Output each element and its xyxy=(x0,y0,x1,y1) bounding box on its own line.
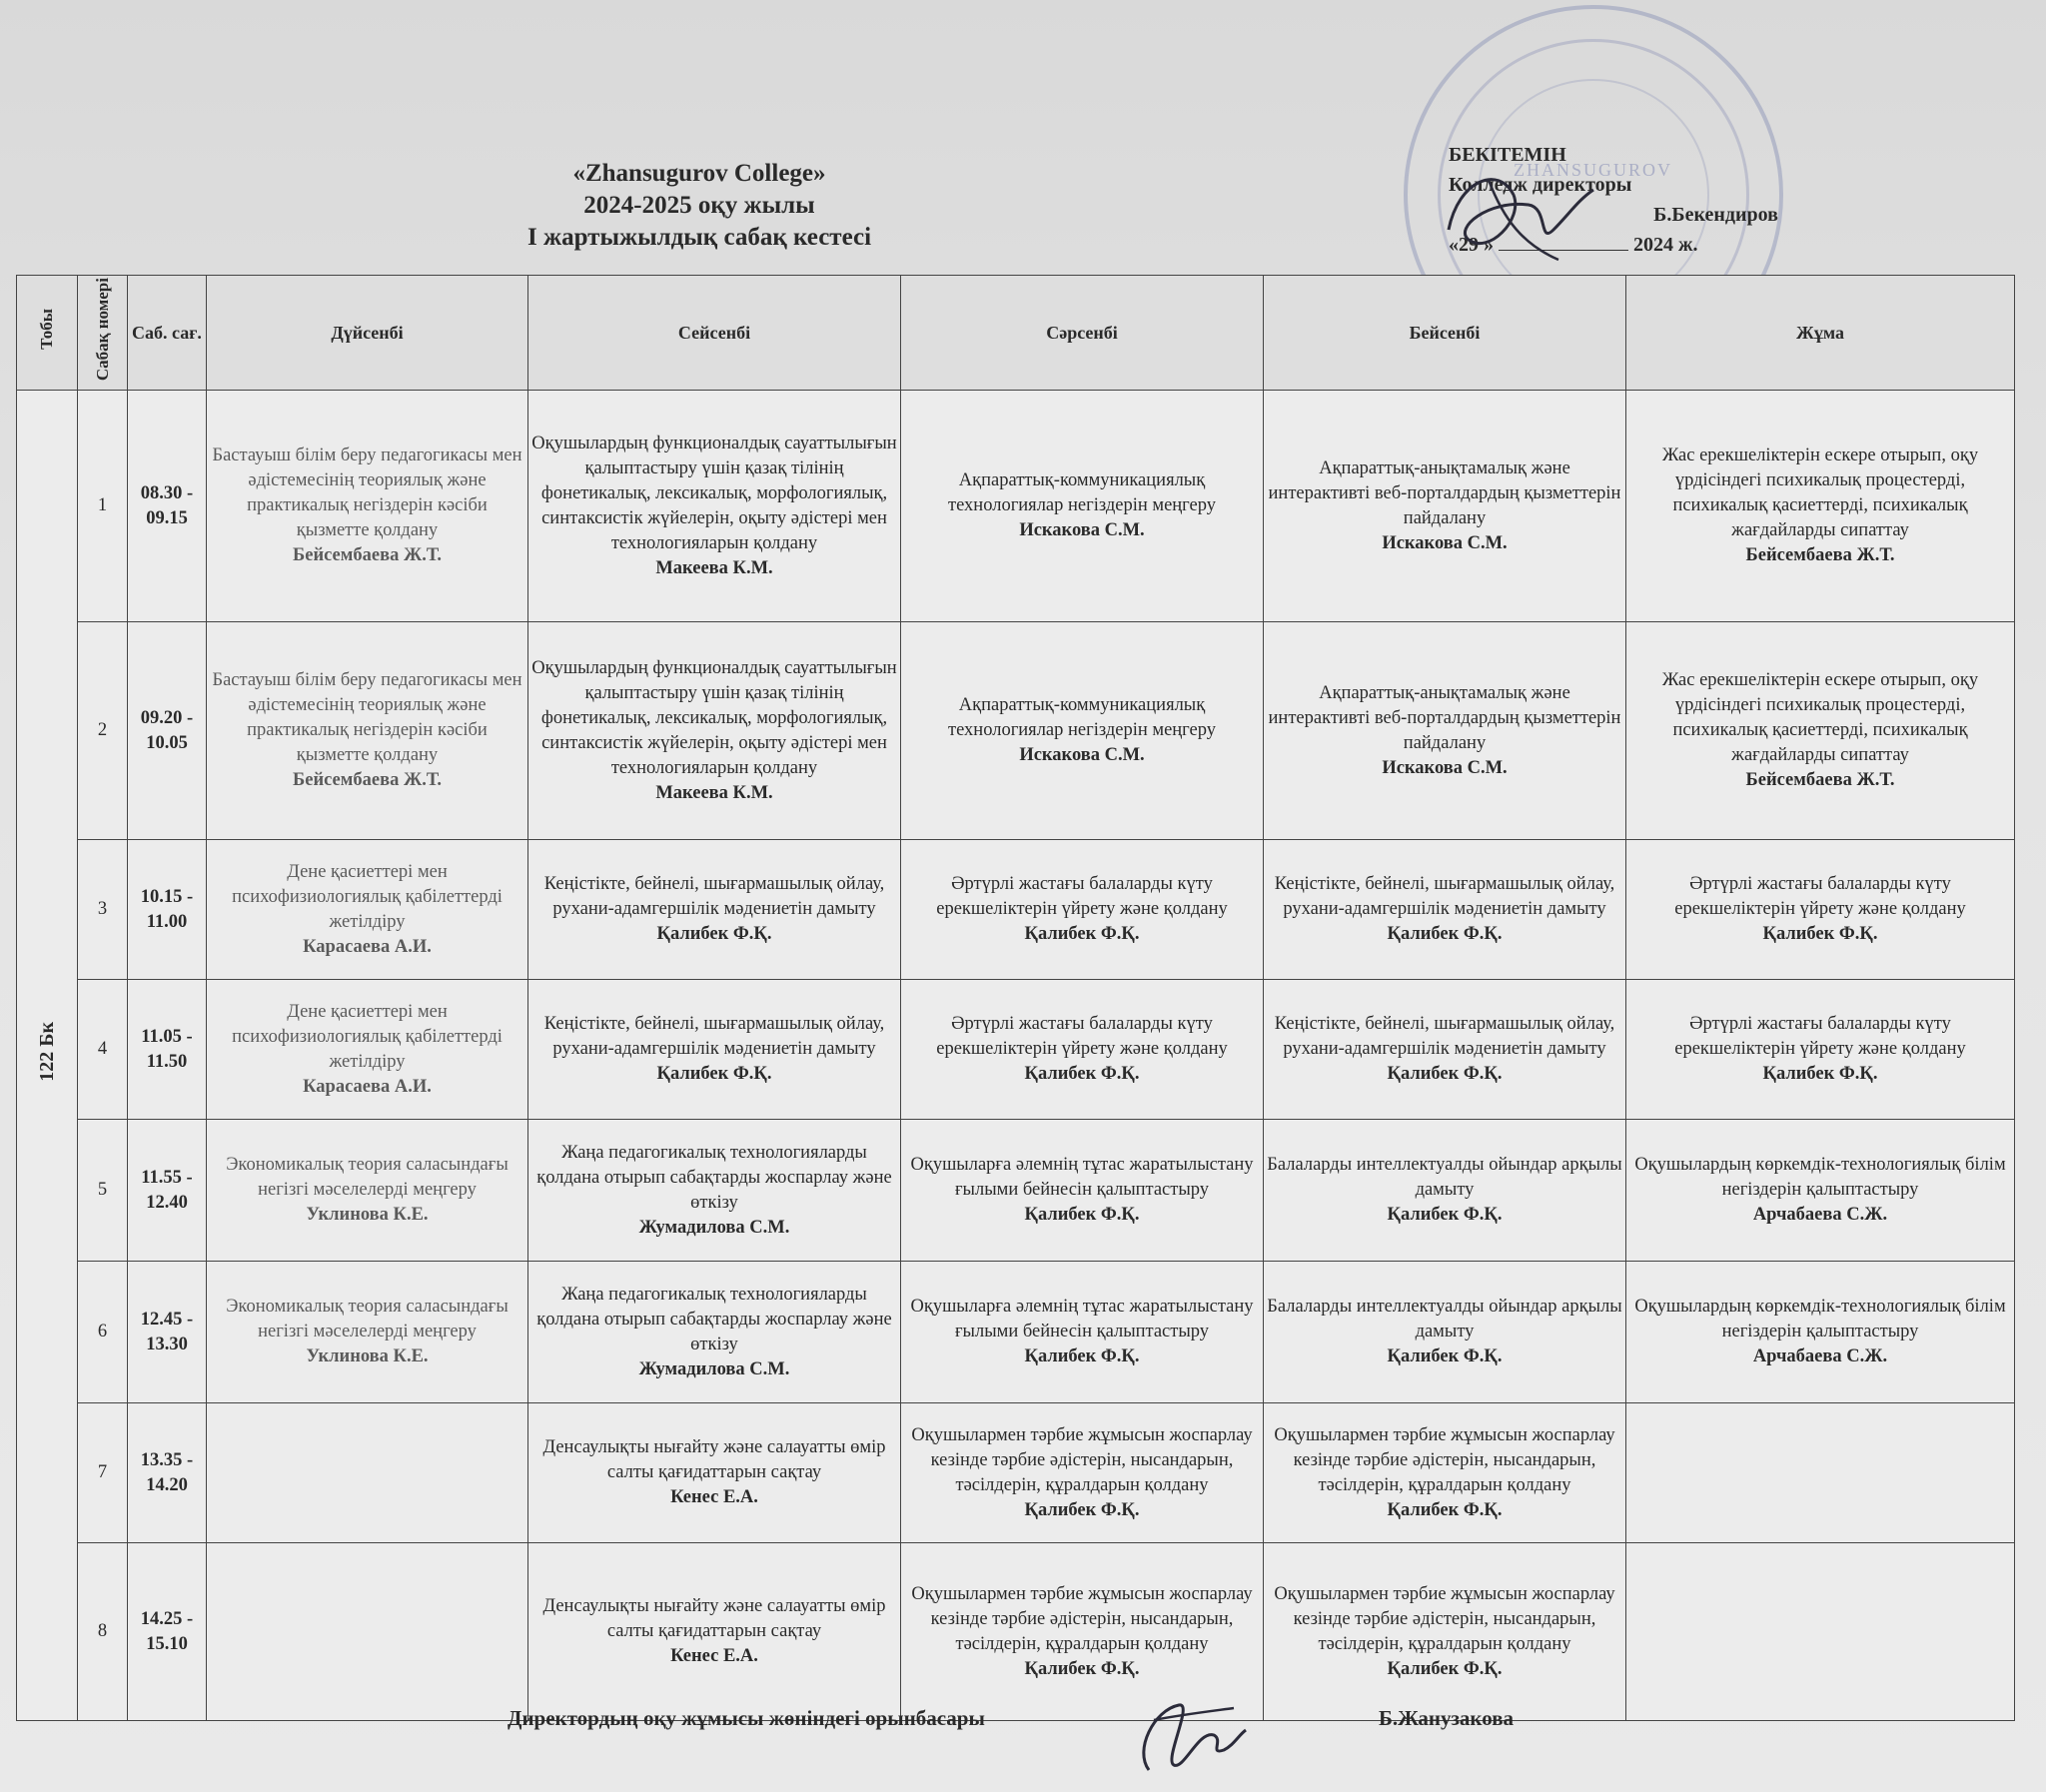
schedule-cell xyxy=(901,1403,1264,1543)
subject-text: Оқушылармен тәрбие жұмысын жоспарлау кезінде тәрбие әдістерін, нысандарын, тәсілдерін, құралдарын қолдану xyxy=(911,1583,1253,1654)
subject-text: Әртүрлі жастағы балаларды күту ерекшеліктерін үйрету және қолдану xyxy=(1674,874,1966,920)
lesson-time: 09.20 - 10.05 xyxy=(128,622,207,840)
lesson-number: 5 xyxy=(78,1120,128,1262)
teacher-name: Қалибек Ф.Қ. xyxy=(1024,1499,1140,1520)
subject-text: Жас ерекшеліктерін ескере отырып, оқу үрдісіндегі психикалық процестерді, психикалық қасиеттерді, психикалық жағдайларды сипаттау xyxy=(1661,670,1979,766)
schedule-cell xyxy=(901,1120,1264,1262)
teacher-name: Карасаева А.И. xyxy=(303,1076,432,1097)
schedule-cell xyxy=(901,1262,1264,1403)
subject-text: Әртүрлі жастағы балаларды күту ерекшеліктерін үйрету және қолдану xyxy=(936,1014,1228,1060)
teacher-name: Бейсембаева Ж.Т. xyxy=(293,770,442,791)
lesson-number: 6 xyxy=(78,1262,128,1403)
teacher-name: Карасаева А.И. xyxy=(303,936,432,957)
subject-text: Жаңа педагогикалық технологияларды қолдана отырып сабақтарды жоспарлау және өткізу xyxy=(536,1284,892,1354)
teacher-name: Искакова С.М. xyxy=(1382,532,1508,553)
teacher-name: Бейсембаева Ж.Т. xyxy=(1745,770,1895,791)
schedule-cell xyxy=(901,622,1264,840)
approval-name: Б.Бекендиров xyxy=(1653,204,1778,226)
subject-text: Ақпараттық-коммуникациялық технологиялар негіздерін меңгеру xyxy=(948,470,1216,516)
subject-text: Кеңістікте, бейнелі, шығармашылық ойлау, рухани-адамгершілік мәдениетін дамыту xyxy=(1274,874,1615,920)
schedule-cell xyxy=(1264,1120,1626,1262)
subject-text: Оқушылардың көркемдік-технологиялық білім негіздерін қалыптастыру xyxy=(1634,1297,2006,1343)
schedule-cell xyxy=(207,391,528,622)
teacher-name: Қалибек Ф.Қ. xyxy=(1387,1064,1503,1085)
header-hours: Саб. сағ. xyxy=(128,276,207,391)
table-row xyxy=(17,1120,2015,1262)
schedule-cell xyxy=(207,622,528,840)
subject-text: Ақпараттық-коммуникациялық технологиялар негіздерін меңгеру xyxy=(948,695,1216,741)
document-header xyxy=(400,158,999,254)
subject-text: Дене қасиеттері мен психофизиологиялық қабілеттерді жетілдіру xyxy=(232,1001,503,1072)
subject-text: Оқушылардың функционалдық сауаттылығын қалыптастыру үшін қазақ тілінің фонетикалық, лексикалық, морфологиялық, синтаксистік жүйелерін, оқыту әдістері мен технологияларын қолдану xyxy=(531,433,897,553)
teacher-name: Искакова С.М. xyxy=(1019,745,1145,766)
schedule-cell xyxy=(1626,1262,2015,1403)
schedule-cell xyxy=(1626,840,2015,980)
teacher-name: Кенес Е.А. xyxy=(670,1646,758,1667)
lesson-time: 10.15 - 11.00 xyxy=(128,840,207,980)
subject-text: Оқушылармен тәрбие жұмысын жоспарлау кезінде тәрбие әдістерін, нысандарын, тәсілдерін, құралдарын қолдану xyxy=(1274,1424,1615,1495)
stamp-text: ZHANSUGUROV xyxy=(1514,160,1673,180)
teacher-name: Жумадилова С.М. xyxy=(638,1358,790,1379)
subject-text: Кеңістікте, бейнелі, шығармашылық ойлау, рухани-адамгершілік мәдениетін дамыту xyxy=(543,874,885,920)
footer-position: Директордың оқу жұмысы жөніндегі орынбасары xyxy=(508,1706,985,1730)
table-row xyxy=(17,840,2015,980)
approval-date-year: 2024 ж. xyxy=(1633,234,1698,256)
header-thursday: Бейсенбі xyxy=(1264,276,1626,391)
document-title: І жартыжылдық сабақ кестесі xyxy=(526,224,872,251)
schedule-cell xyxy=(528,391,901,622)
teacher-name: Қалибек Ф.Қ. xyxy=(1387,1499,1503,1520)
subject-text: Оқушыларға әлемнің тұтас жаратылыстану ғылыми бейнесін қалыптастыру xyxy=(910,1155,1254,1201)
teacher-name: Қалибек Ф.Қ. xyxy=(656,1064,772,1085)
teacher-name: Қалибек Ф.Қ. xyxy=(1387,1658,1503,1679)
approval-word: БЕКІТЕМІН xyxy=(1449,144,1566,166)
subject-text: Жас ерекшеліктерін ескере отырып, оқу үрдісіндегі психикалық процестерді, психикалық қасиеттерді, психикалық жағдайларды сипаттау xyxy=(1661,446,1979,541)
lesson-time: 11.55 - 12.40 xyxy=(128,1120,207,1262)
lesson-time: 14.25 - 15.10 xyxy=(128,1543,207,1721)
subject-text: Экономикалық теория саласындағы негізгі мәселелерді меңгеру xyxy=(226,1297,509,1343)
header-row xyxy=(17,276,2015,391)
teacher-name: Бейсембаева Ж.Т. xyxy=(1745,545,1895,566)
teacher-name: Қалибек Ф.Қ. xyxy=(1024,924,1140,945)
schedule-cell xyxy=(1626,980,2015,1120)
schedule-cell xyxy=(901,980,1264,1120)
schedule-cell xyxy=(1626,1120,2015,1262)
teacher-name: Қалибек Ф.Қ. xyxy=(1024,1205,1140,1226)
subject-text: Әртүрлі жастағы балаларды күту ерекшеліктерін үйрету және қолдану xyxy=(1674,1014,1966,1060)
subject-text: Оқушылармен тәрбие жұмысын жоспарлау кезінде тәрбие әдістерін, нысандарын, тәсілдерін, құралдарын қолдану xyxy=(1274,1583,1615,1654)
header-monday: Дүйсенбі xyxy=(207,276,528,391)
teacher-name: Қалибек Ф.Қ. xyxy=(1024,1658,1140,1679)
teacher-name: Қалибек Ф.Қ. xyxy=(1387,1205,1503,1226)
teacher-name: Қалибек Ф.Қ. xyxy=(1387,924,1503,945)
teacher-name: Қалибек Ф.Қ. xyxy=(1024,1064,1140,1085)
table-row xyxy=(17,391,2015,622)
schedule-cell xyxy=(528,980,901,1120)
lesson-number: 2 xyxy=(78,622,128,840)
subject-text: Денсаулықты нығайту және салауатты өмір салты қағидаттарын сақтау xyxy=(542,1596,886,1642)
teacher-name: Бейсембаева Ж.Т. xyxy=(293,545,442,566)
schedule-cell xyxy=(1264,1262,1626,1403)
teacher-name: Қалибек Ф.Қ. xyxy=(1387,1346,1503,1367)
subject-text: Бастауыш білім беру педагогикасы мен әдістемесінің теориялық және практикалық негіздерін кәсіби қызметте қолдану xyxy=(212,446,522,541)
subject-text: Балаларды интеллектуалды ойындар арқылы дамыту xyxy=(1267,1297,1622,1343)
teacher-name: Қалибек Ф.Қ. xyxy=(656,924,772,945)
lesson-time: 13.35 - 14.20 xyxy=(128,1403,207,1543)
subject-text: Балаларды интеллектуалды ойындар арқылы дамыту xyxy=(1267,1155,1622,1201)
table-row xyxy=(17,1403,2015,1543)
lesson-number: 4 xyxy=(78,980,128,1120)
subject-text: Жаңа педагогикалық технологияларды қолдана отырып сабақтарды жоспарлау және өткізу xyxy=(536,1142,892,1213)
subject-text: Бастауыш білім беру педагогикасы мен әдістемесінің теориялық және практикалық негіздерін кәсіби қызметте қолдану xyxy=(212,670,522,766)
schedule-cell xyxy=(1264,391,1626,622)
schedule-cell xyxy=(1264,1543,1626,1721)
schedule-cell xyxy=(207,1403,528,1543)
schedule-cell xyxy=(901,391,1264,622)
schedule-cell xyxy=(1264,622,1626,840)
teacher-name: Искакова С.М. xyxy=(1019,520,1145,541)
schedule-cell xyxy=(528,1262,901,1403)
teacher-name: Кенес Е.А. xyxy=(670,1487,758,1508)
lesson-number: 8 xyxy=(78,1543,128,1721)
subject-text: Оқушылардың көркемдік-технологиялық білім негіздерін қалыптастыру xyxy=(1634,1155,2006,1201)
table-row xyxy=(17,1262,2015,1403)
footer-name: Б.Жанузакова xyxy=(1379,1706,1515,1730)
teacher-name: Уклинова К.Е. xyxy=(306,1346,429,1367)
teacher-name: Жумадилова С.М. xyxy=(638,1217,790,1238)
schedule-cell xyxy=(207,1543,528,1721)
schedule-cell xyxy=(1626,1403,2015,1543)
group-cell: 122 Бк xyxy=(17,391,78,1721)
schedule-cell xyxy=(1264,1403,1626,1543)
teacher-name: Уклинова К.Е. xyxy=(306,1205,429,1226)
schedule-cell xyxy=(528,1403,901,1543)
lesson-number: 7 xyxy=(78,1403,128,1543)
subject-text: Кеңістікте, бейнелі, шығармашылық ойлау, рухани-адамгершілік мәдениетін дамыту xyxy=(1274,1014,1615,1060)
schedule-cell xyxy=(207,1120,528,1262)
approval-date-day: «29 » xyxy=(1449,234,1494,256)
schedule-cell xyxy=(1626,622,2015,840)
schedule-cell xyxy=(207,840,528,980)
subject-text: Әртүрлі жастағы балаларды күту ерекшеліктерін үйрету және қолдану xyxy=(936,874,1228,920)
subject-text: Оқушыларға әлемнің тұтас жаратылыстану ғылыми бейнесін қалыптастыру xyxy=(910,1297,1254,1343)
subject-text: Ақпараттық-анықтамалық және интерактивті веб-порталдардың қызметтерін пайдалану xyxy=(1268,682,1621,753)
header-tuesday: Сейсенбі xyxy=(528,276,901,391)
table-row xyxy=(17,1543,2015,1721)
header-wednesday: Сәрсенбі xyxy=(901,276,1264,391)
subject-text: Денсаулықты нығайту және салауатты өмір салты қағидаттарын сақтау xyxy=(542,1437,886,1483)
subject-text: Оқушылармен тәрбие жұмысын жоспарлау кезінде тәрбие әдістерін, нысандарын, тәсілдерін, құралдарын қолдану xyxy=(911,1424,1253,1495)
subject-text: Кеңістікте, бейнелі, шығармашылық ойлау, рухани-адамгершілік мәдениетін дамыту xyxy=(543,1014,885,1060)
subject-text: Ақпараттық-анықтамалық және интерактивті веб-порталдардың қызметтерін пайдалану xyxy=(1268,457,1621,528)
schedule-cell xyxy=(1264,840,1626,980)
table-row xyxy=(17,622,2015,840)
table-row xyxy=(17,980,2015,1120)
deputy-signature xyxy=(1124,1690,1254,1780)
schedule-cell xyxy=(528,622,901,840)
teacher-name: Арчабаева С.Ж. xyxy=(1752,1205,1888,1226)
subject-text: Дене қасиеттері мен психофизиологиялық қабілеттерді жетілдіру xyxy=(232,861,503,932)
schedule-cell xyxy=(207,980,528,1120)
lesson-number: 1 xyxy=(78,391,128,622)
lesson-time: 12.45 - 13.30 xyxy=(128,1262,207,1403)
schedule-cell xyxy=(207,1262,528,1403)
schedule-cell xyxy=(528,1120,901,1262)
teacher-name: Искакова С.М. xyxy=(1382,757,1508,778)
teacher-name: Қалибек Ф.Қ. xyxy=(1024,1346,1140,1367)
director-signature xyxy=(1429,160,1618,270)
schedule-cell xyxy=(528,840,901,980)
teacher-name: Қалибек Ф.Қ. xyxy=(1762,1064,1878,1085)
lesson-time: 11.05 - 11.50 xyxy=(128,980,207,1120)
schedule-cell xyxy=(1626,391,2015,622)
schedule-table xyxy=(16,275,2015,1721)
header-friday: Жұма xyxy=(1626,276,2015,391)
college-name: «Zhansugurov College» xyxy=(572,160,826,187)
approval-position: Колледж директоры xyxy=(1449,174,1632,196)
schedule-cell xyxy=(901,840,1264,980)
schedule-cell xyxy=(1264,980,1626,1120)
teacher-name: Макеева К.М. xyxy=(655,557,773,578)
schedule-cell xyxy=(1626,1543,2015,1721)
teacher-name: Макеева К.М. xyxy=(655,782,773,803)
lesson-time: 08.30 - 09.15 xyxy=(128,391,207,622)
schedule-cell xyxy=(528,1543,901,1721)
subject-text: Оқушылардың функционалдық сауаттылығын қалыптастыру үшін қазақ тілінің фонетикалық, лексикалық, морфологиялық, синтаксистік жүйелерін, оқыту әдістері мен технологияларын қолдану xyxy=(531,657,897,778)
teacher-name: Арчабаева С.Ж. xyxy=(1752,1346,1888,1367)
subject-text: Экономикалық теория саласындағы негізгі мәселелерді меңгеру xyxy=(226,1155,509,1201)
lesson-number: 3 xyxy=(78,840,128,980)
header-group: Тобы xyxy=(17,276,78,391)
academic-year: 2024-2025 оқу жылы xyxy=(583,192,815,219)
header-lesson-number: Сабақ номері xyxy=(78,276,128,391)
teacher-name: Қалибек Ф.Қ. xyxy=(1762,924,1878,945)
